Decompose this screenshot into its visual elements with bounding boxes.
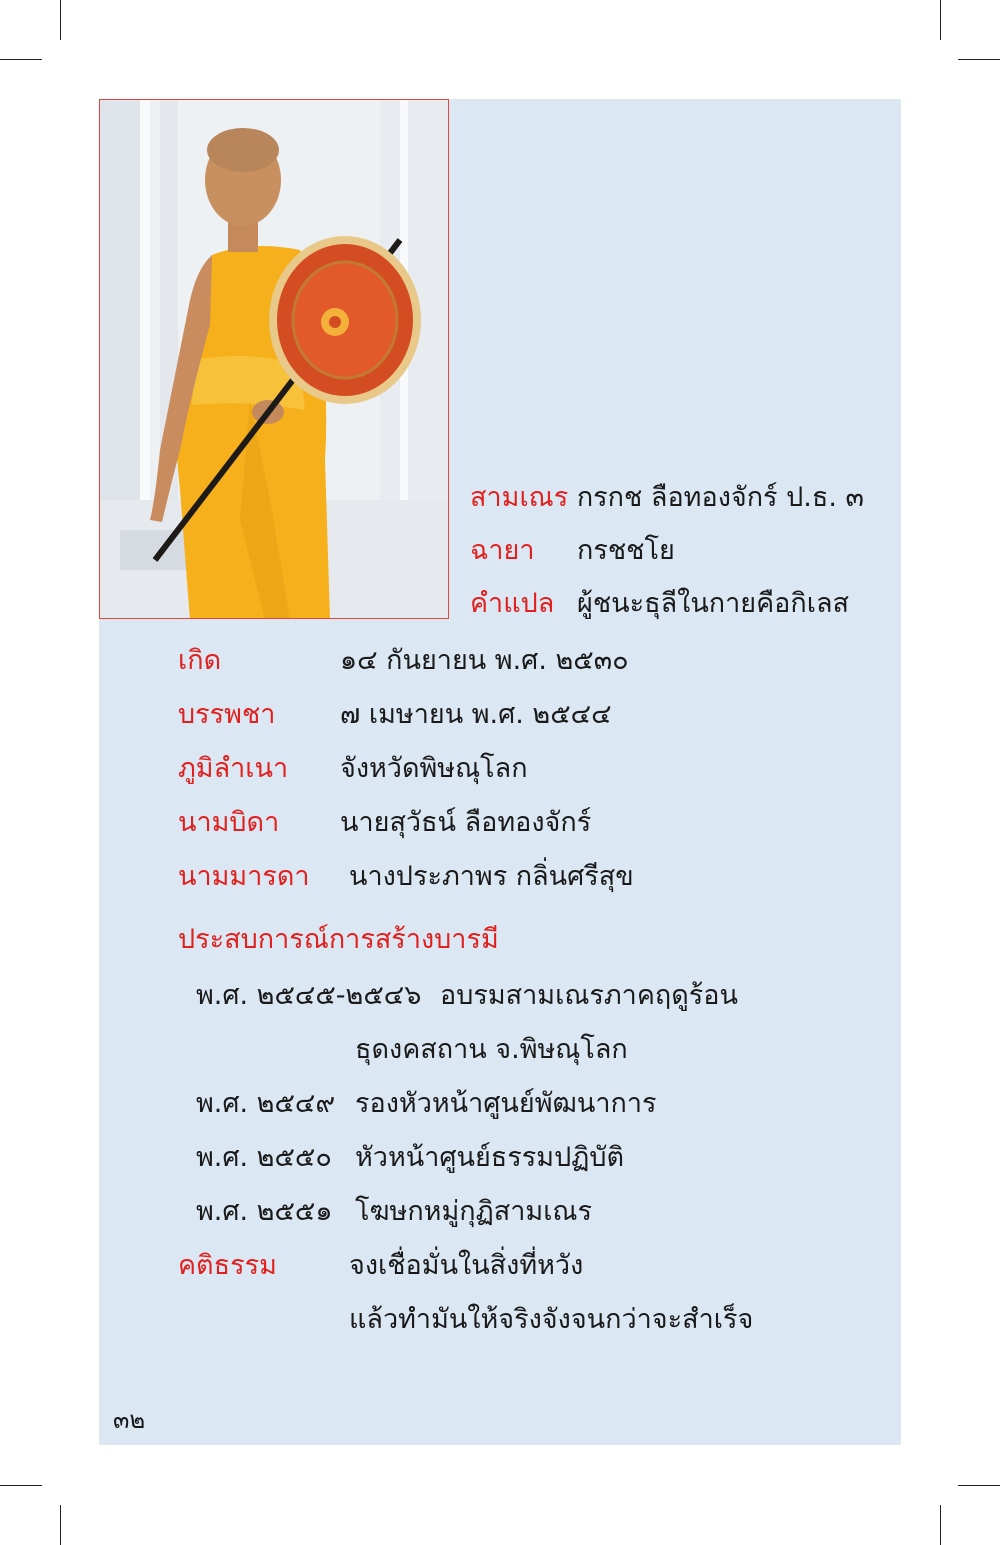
crop-mark [940,0,941,40]
experience-heading: ประสบการณ์การสร้างบารมี [178,924,499,955]
experience-year: พ.ศ. ๒๕๕๐ [196,1142,332,1173]
monk-name: กรกช ลือทองจักร์ ป.ธ. ๓ [576,482,864,513]
crop-mark [60,0,61,40]
bio-label-ordination: บรรพชา [178,699,276,730]
crop-mark [0,59,42,60]
motto-line-1: จงเชื่อมั่นในสิ่งที่หวัง [349,1250,584,1281]
experience-year: พ.ศ. ๒๕๕๑ [196,1196,333,1227]
crop-mark [958,59,1000,60]
meaning-value: ผู้ชนะธุลีในกายคือกิเลส [577,588,849,619]
experience-year: พ.ศ. ๒๕๔๙ [196,1088,336,1119]
experience-text: โฆษกหมู่กุฏิสามเณร [355,1196,592,1227]
bio-value-ordination: ๗ เมษายน พ.ศ. ๒๕๔๔ [340,699,612,730]
bio-label-hometown: ภูมิลำเนา [178,753,289,784]
bio-label-birth: เกิด [178,645,222,676]
motto-label: คติธรรม [178,1250,277,1281]
experience-text: รองหัวหน้าศูนย์พัฒนาการ [355,1088,657,1119]
bio-label-mother: นามมารดา [178,861,310,892]
crop-mark [0,1485,42,1486]
bio-value-father: นายสุวัธน์ ลือทองจักร์ [340,807,592,838]
portrait-photo [99,99,449,619]
experience-year: พ.ศ. ๒๕๔๕-๒๕๔๖ [196,980,422,1011]
crop-mark [958,1485,1000,1486]
motto-line-2: แล้วทำมันให้จริงจังจนกว่าจะสำเร็จ [349,1304,754,1335]
experience-text-cont: ธุดงคสถาน จ.พิษณุโลก [355,1034,628,1065]
crop-mark [940,1505,941,1545]
experience-text: อบรมสามเณรภาคฤดูร้อน [440,980,738,1011]
crop-mark [60,1505,61,1545]
meaning-label: คำแปล [470,588,555,619]
bio-value-birth: ๑๔ กันยายน พ.ศ. ๒๕๓๐ [340,645,629,676]
page-number: ๓๒ [113,1406,146,1434]
bio-value-hometown: จังหวัดพิษณุโลก [340,753,528,784]
dharma-name-label: ฉายา [470,535,535,566]
rank-label: สามเณร [470,482,569,513]
bio-value-mother: นางประภาพร กลิ่นศรีสุข [349,861,634,892]
name-line [470,480,864,516]
experience-text: หัวหน้าศูนย์ธรรมปฏิบัติ [355,1142,625,1173]
dharma-name: กรชชโย [577,535,675,566]
bio-label-father: นามบิดา [178,807,280,838]
